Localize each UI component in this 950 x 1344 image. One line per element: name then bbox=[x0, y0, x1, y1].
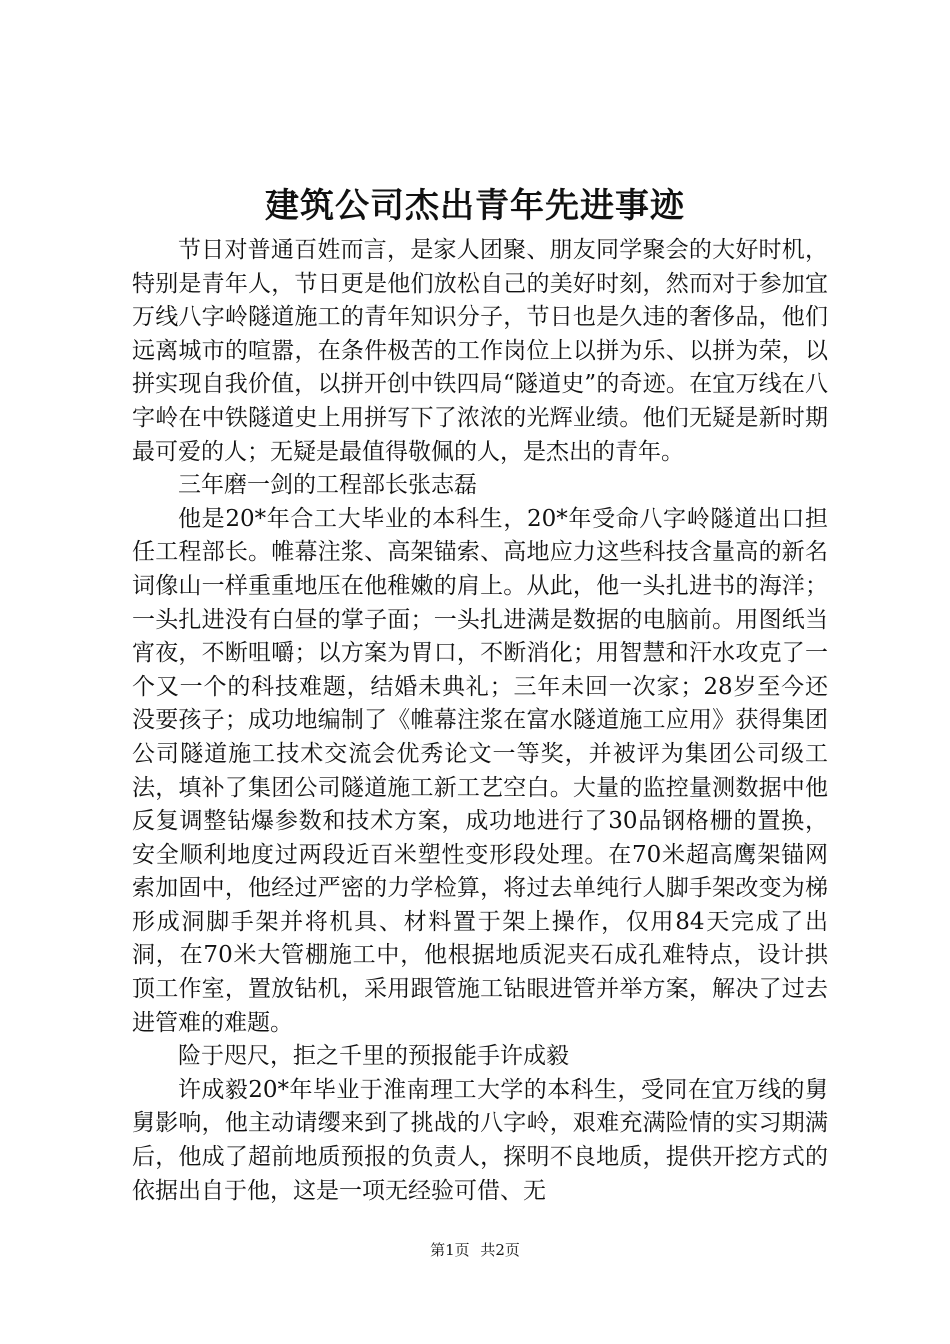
document-title: 建筑公司杰出青年先进事迹 bbox=[265, 186, 685, 226]
page-footer bbox=[0, 1240, 950, 1260]
document-body bbox=[132, 234, 828, 1208]
page-number: 第1页 bbox=[430, 1241, 470, 1259]
paragraph-xu: 许成毅20*年毕业于淮南理工大学的本科生，受同在宜万线的舅舅影响，他主动请缨来到了挑战的八字岭，艰难充满险情的实习期满后，他成了超前地质预报的负责人，探明不良地质，提供开挖方式的依据出自于他，这是一项无经验可借、无 bbox=[132, 1076, 828, 1204]
section-heading-xu: 险于咫尺，拒之千里的预报能手许成毅 bbox=[178, 1043, 569, 1070]
paragraph-intro: 节日对普通百姓而言，是家人团聚、朋友同学聚会的大好时机，特别是青年人，节日更是他们放松自己的美好时刻，然而对于参加宜万线八字岭隧道施工的青年知识分子，节日也是久违的奢侈品，他们远离城市的喧嚣，在条件极苦的工作岗位上以拼为乐、以拼为荣，以拼实现自我价值，以拼开创中铁四局“隧道史”的奇迹。在宜万线在八字岭在中铁隧道史上用拼写下了浓浓的光辉业绩。他们无疑是新时期最可爱的人；无疑是最值得敬佩的人，是杰出的青年。 bbox=[132, 237, 828, 465]
section-heading-zhang: 三年磨一剑的工程部长张志磊 bbox=[178, 472, 477, 499]
paragraph-zhang: 他是20*年合工大毕业的本科生，20*年受命八字岭隧道出口担任工程部长。帷幕注浆、高架锚索、高地应力这些科技含量高的新名词像山一样重重地压在他稚嫩的肩上。从此，他一头扎进书的海洋；一头扎进没有白昼的掌子面；一头扎进满是数据的电脑前。用图纸当宵夜，不断咀嚼；以方案为胃口，不断消化；用智慧和汗水攻克了一个又一个的科技难题，结婚未典礼；三年未回一次家；28岁至今还没要孩子；成功地编制了《帷幕注浆在富水隧道施工应用》获得集团公司隧道施工技术交流会优秀论文一等奖，并被评为集团公司级工法，填补了集团公司隧道施工新工艺空白。大量的监控量测数据中他反复调整钻爆参数和技术方案，成功地进行了30品钢格栅的置换，安全顺利地度过两段近百米塑性变形段处理。在70米超高鹰架锚网索加固中，他经过严密的力学检算，将过去单纯行人脚手架改变为梯形成洞脚手架并将机具、材料置于架上操作，仅用84天完成了出洞，在70米大管棚施工中，他根据地质泥夹石成孔难特点，设计拱顶工作室，置放钻机，采用跟管施工钻眼进管并举方案，解决了过去进管难的难题。 bbox=[132, 505, 828, 1036]
page-total: 共2页 bbox=[480, 1241, 520, 1259]
